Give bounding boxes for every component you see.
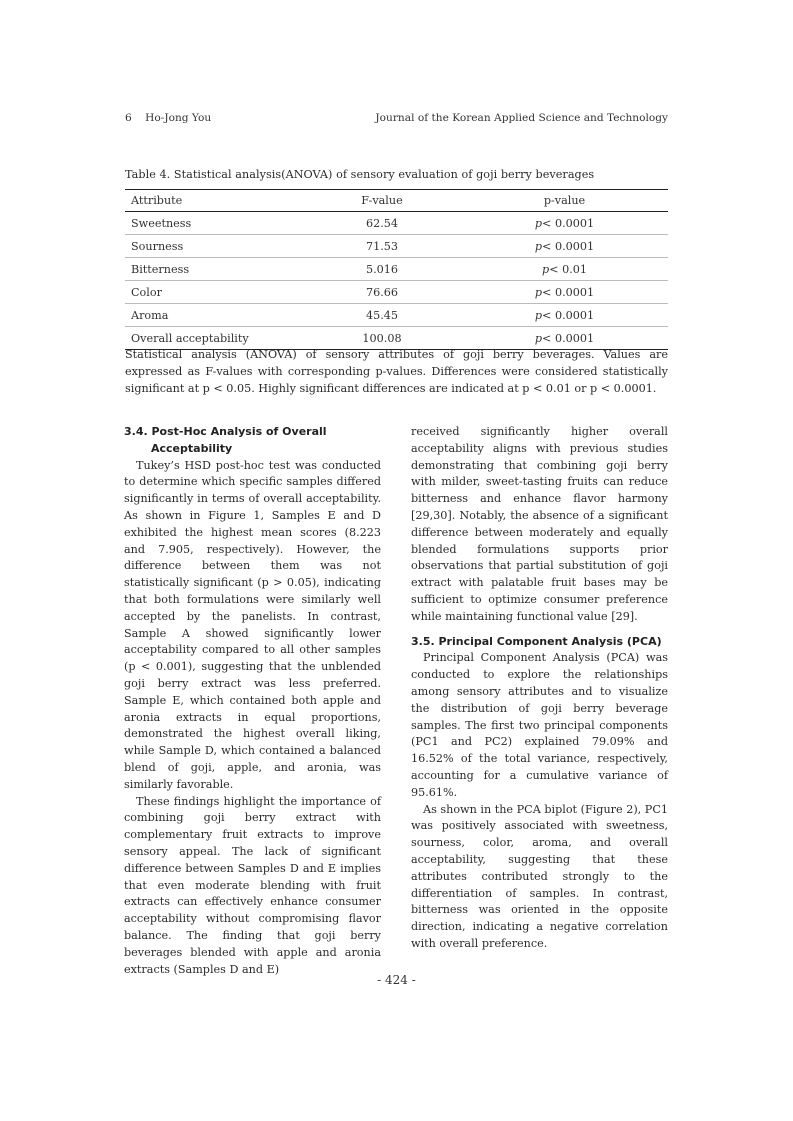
- paragraph: Tukey’s HSD post-hoc test was conducted to determine which specific samples differed significantly in terms of overall acceptability. As shown in Figure 1, Samples E and D exhibited the highest mean scores (8.223 and 7.905, respectively). However, the difference between them was not statistically significant (p > 0.05), indicating that both formulations were similarly well accepted by the panelists. In contrast, Sample A showed significantly lower acceptability compared to all other samples (p < 0.001), suggesting that the unblended goji berry extract was less preferred. Sample E, which contained both apple and aronia extracts in equal proportions, demonstrated the highest overall liking, while Sample D, which contained a balanced blend of goji, apple, and aronia, was similarly favorable.: [124, 458, 381, 791]
- attribute-cell: Color: [125, 281, 303, 304]
- attribute-cell: Bitterness: [125, 258, 303, 281]
- table-row: [125, 235, 668, 258]
- anova-table: [125, 189, 668, 350]
- column-header-p-value: p-value: [461, 190, 668, 212]
- attribute-cell: Sourness: [125, 235, 303, 258]
- p-value-cell: p< 0.01: [461, 258, 668, 281]
- paragraph: As shown in the PCA biplot (Figure 2), PC1 was positively associated with sweetness, sourness, color, aroma, and overall acceptability, suggesting that these attributes contributed strongly to the differentiation of samples. In contrast, bitterness was oriented in the opposite direction, indicating a negative correlation with overall preference.: [411, 802, 668, 950]
- right-column: [411, 424, 668, 953]
- table-row: [125, 281, 668, 304]
- column-header-attribute: Attribute: [125, 190, 303, 212]
- table-row: [125, 212, 668, 235]
- f-value-cell: 62.54: [303, 212, 461, 235]
- p-value-cell: p< 0.0001: [461, 281, 668, 304]
- paragraph: received significantly higher overall acceptability aligns with previous studies demonstrating that combining goji berry with milder, sweet-tasting fruits can reduce bitterness and enhance flavor harmony [29,30]. Notably, the absence of a significant difference between moderately and equally blended formulations supports prior observations that partial substitution of goji extract with palatable fruit bases may be sufficient to optimize consumer preference while maintaining functional value [29].: [411, 425, 668, 623]
- p-value-cell: p< 0.0001: [461, 304, 668, 327]
- f-value-cell: 45.45: [303, 304, 461, 327]
- header-journal: Journal of the Korean Applied Science and Technology: [375, 112, 668, 124]
- table-row: [125, 304, 668, 327]
- attribute-cell: Overall acceptability: [125, 327, 303, 350]
- p-value-cell: p< 0.0001: [461, 327, 668, 350]
- table-footnote: Statistical analysis (ANOVA) of sensory attributes of goji berry beverages. Values are expressed as F-values with corresponding p-values. Differences were considered statistically significant at p < 0.05. Highly significant differences are indicated at p < 0.01 or p < 0.0001.: [125, 348, 668, 395]
- paragraph: These findings highlight the importance of combining goji berry extract with complementary fruit extracts to improve sensory appeal. The lack of significant difference between Samples D and E implies that even moderate blending with fruit extracts can effectively enhance consumer acceptability without compromising flavor balance. The finding that goji berry beverages blended with apple and aronia extracts (Samples D and E): [124, 794, 381, 976]
- f-value-cell: 100.08: [303, 327, 461, 350]
- attribute-cell: Sweetness: [125, 212, 303, 235]
- header-left: [125, 112, 211, 124]
- f-value-cell: 5.016: [303, 258, 461, 281]
- section-3-4-heading: 3.4. Post-Hoc Analysis of Overall Acceptability: [124, 425, 327, 455]
- table-row: [125, 258, 668, 281]
- table-caption: Table 4. Statistical analysis(ANOVA) of sensory evaluation of goji berry beverages: [125, 168, 595, 181]
- page-footer-number: - 424 -: [377, 973, 416, 987]
- p-value-cell: p< 0.0001: [461, 212, 668, 235]
- f-value-cell: 71.53: [303, 235, 461, 258]
- header-author: Ho-Jong You: [145, 112, 212, 124]
- table-header-row: [125, 190, 668, 212]
- header-page-number: 6: [125, 112, 132, 124]
- left-column: [124, 424, 381, 978]
- column-header-f-value: F-value: [303, 190, 461, 212]
- paragraph: Principal Component Analysis (PCA) was conducted to explore the relationships among sensory attributes and to visualize the distribution of goji berry beverage samples. The first two principal components (PC1 and PC2) explained 79.09% and 16.52% of the total variance, respectively, accounting for a cumulative variance of 95.61%.: [411, 651, 668, 799]
- f-value-cell: 76.66: [303, 281, 461, 304]
- section-3-5-heading: 3.5. Principal Component Analysis (PCA): [411, 634, 662, 648]
- p-value-cell: p< 0.0001: [461, 235, 668, 258]
- attribute-cell: Aroma: [125, 304, 303, 327]
